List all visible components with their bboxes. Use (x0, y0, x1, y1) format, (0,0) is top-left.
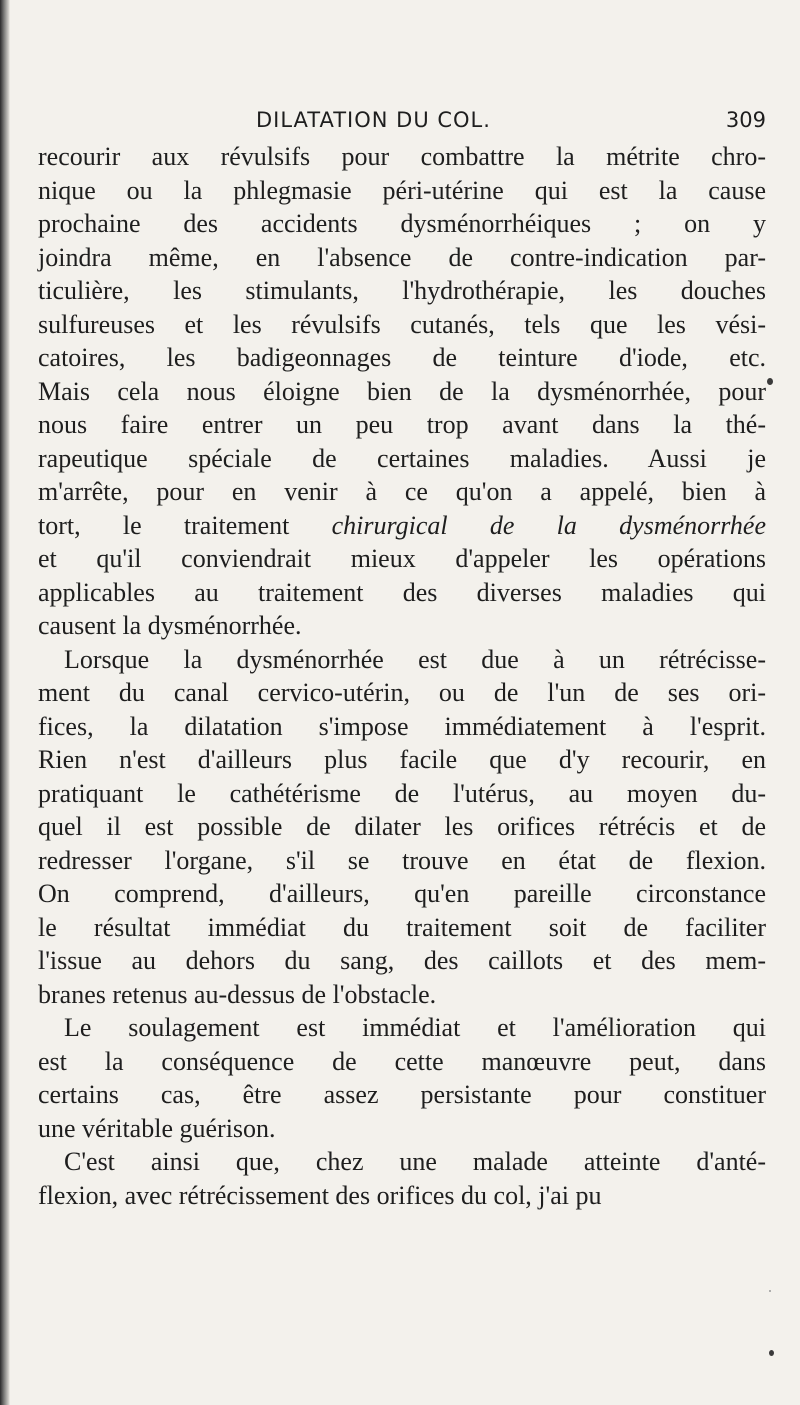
italic-phrase: chirurgical de la dysménorrhée (331, 510, 766, 540)
text-line: est la conséquence de cette manœuvre peut, dans (38, 1046, 766, 1076)
text-line: fices, la dilatation s'impose immédiatement à l'esprit. (38, 711, 766, 741)
paragraph-start: Le soulagement est immédiat et l'amélioration qui (64, 1013, 766, 1042)
page-number: 309 (725, 108, 766, 132)
text-line: une véritable guérison. (38, 1113, 276, 1143)
text-line: Rien n'est d'ailleurs plus facile que d'y recourir, en (38, 745, 766, 774)
text-line: sulfureuses et les révulsifs cutanés, tels que les vési- (38, 309, 766, 339)
text-line: recourir aux révulsifs pour combattre la métrite chro- (38, 142, 766, 171)
running-title: DILATATION DU COL. (256, 108, 491, 132)
text-line: m'arrête, pour en venir à ce qu'on a appelé, bien à (38, 477, 766, 506)
text-line: certains cas, être assez persistante pour constituer (38, 1080, 766, 1109)
paragraph-start: C'est ainsi que, chez une malade atteinte d'anté- (64, 1147, 766, 1176)
text-line: rapeutique spéciale de certaines maladies. Aussi je (38, 443, 766, 473)
text-line: l'issue au dehors du sang, des caillots et des mem- (38, 946, 766, 975)
text-line-with-italic (38, 509, 766, 543)
text-line: nous faire entrer un peu trop avant dans la thé- (38, 410, 766, 439)
text-line: prochaine des accidents dysménorrhéiques ; on y (38, 209, 766, 238)
running-head (38, 100, 766, 140)
text-line: ment du canal cervico-utérin, ou de l'un de ses ori- (38, 678, 766, 707)
ink-speck (769, 1290, 771, 1292)
text-line: branes retenus au-dessus de l'obstacle. (38, 979, 437, 1009)
text-line: nique ou la phlegmasie péri-utérine qui est la cause (38, 175, 766, 205)
body-text (38, 140, 766, 1212)
text-line: flexion, avec rétrécissement des orifices du col, j'ai pu (38, 1180, 602, 1210)
text-line: quel il est possible de dilater les orifices rétrécis et de (38, 812, 766, 841)
text-line: joindra même, en l'absence de contre-indication par- (38, 242, 766, 272)
text-line: et qu'il conviendrait mieux d'appeler les opérations (38, 544, 766, 573)
text-segment: tort, le traitement (38, 510, 332, 540)
book-gutter-edge (0, 0, 10, 1405)
book-page (38, 100, 766, 1212)
text-line: ticulière, les stimulants, l'hydrothérapie, les douches (38, 276, 766, 305)
text-line: applicables au traitement des diverses maladies qui (38, 577, 766, 607)
text-line: catoires, les badigeonnages de teinture d'iode, etc. (38, 343, 766, 372)
paragraph-start: Lorsque la dysménorrhée est due à un rétrécisse- (64, 644, 766, 674)
ink-speck (769, 1350, 774, 1356)
text-line: le résultat immédiat du traitement soit de faciliter (38, 912, 766, 942)
text-line: redresser l'organe, s'il se trouve en état de flexion. (38, 845, 766, 875)
text-line: Mais cela nous éloigne bien de la dysménorrhée, pour (38, 376, 766, 406)
text-line: On comprend, d'ailleurs, qu'en pareille circonstance (38, 879, 766, 908)
text-line: causent la dysménorrhée. (38, 611, 302, 640)
text-line: pratiquant le cathétérisme de l'utérus, au moyen du- (38, 778, 766, 808)
ink-speck (767, 378, 773, 385)
